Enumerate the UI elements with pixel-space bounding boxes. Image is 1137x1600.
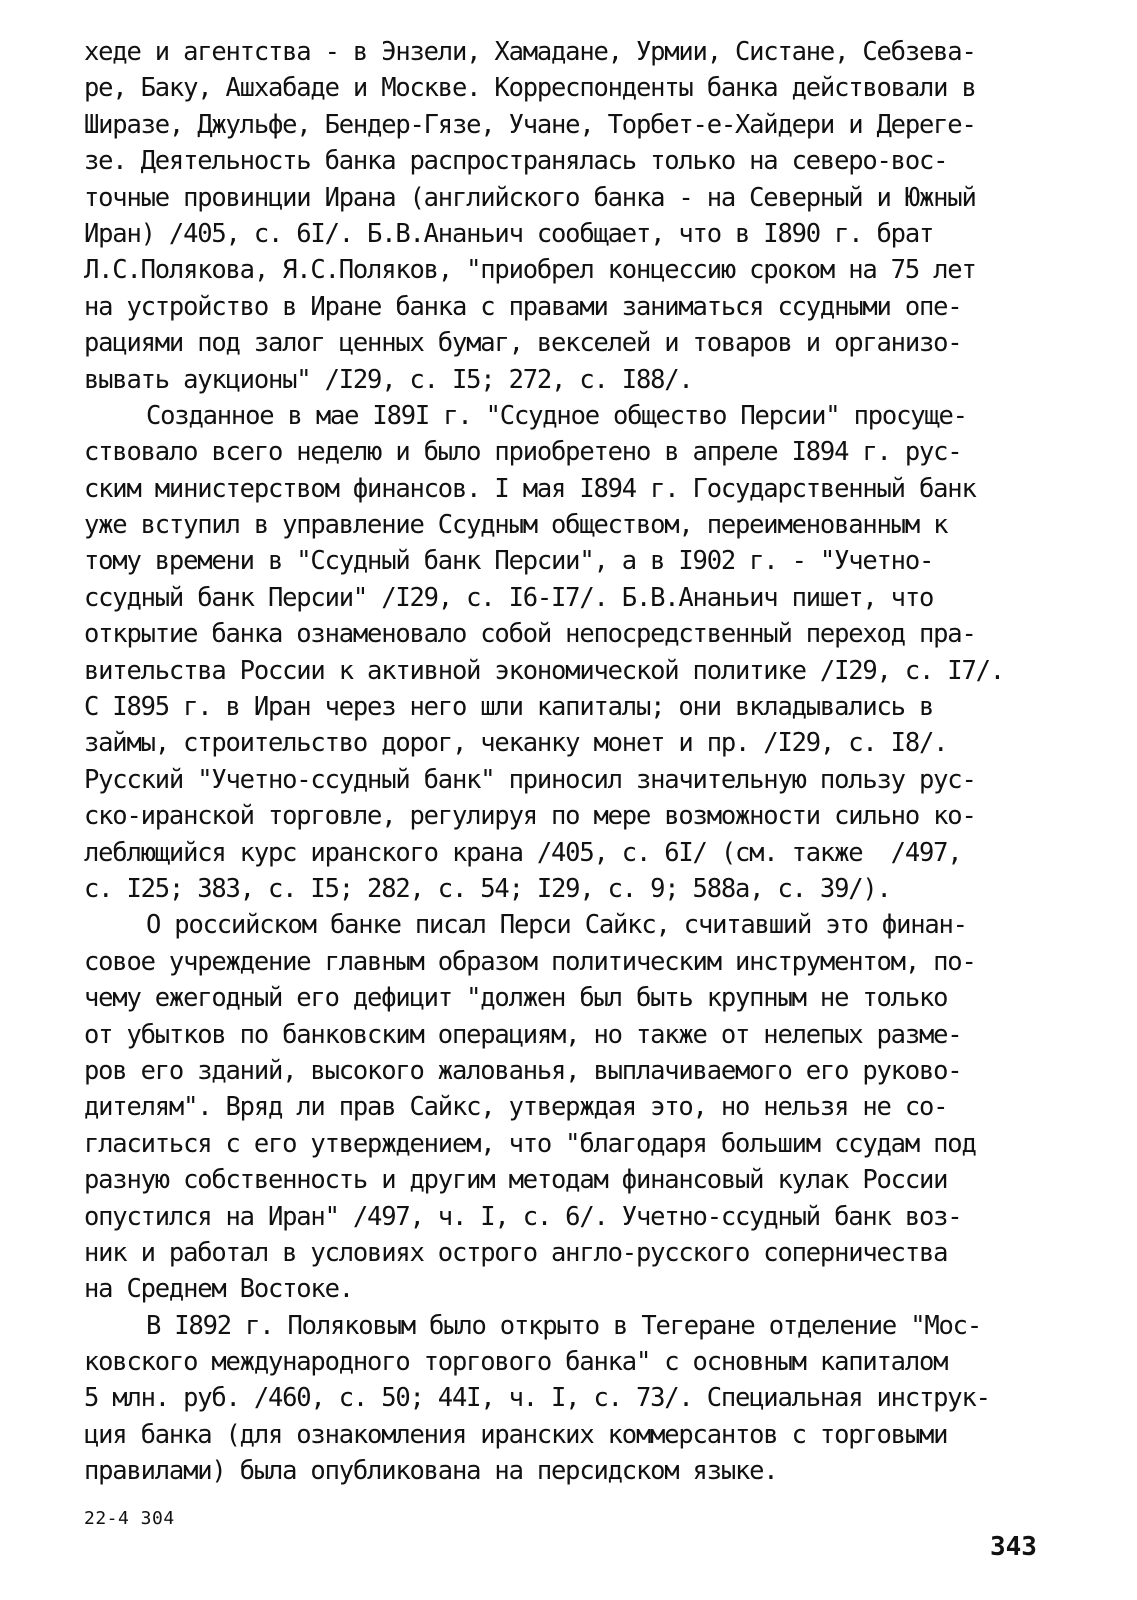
text-line: вительства России к активной экономической политике /I29, с. I7/. [84,655,1004,686]
text-line: займы, строительство дорог, чеканку монет и пр. /I29, с. I8/. [84,728,948,759]
text-line: С I895 г. в Иран через него шли капиталы; они вкладывались в [84,692,934,723]
text-line: разную собственность и другим методам финансовый кулак России [84,1165,948,1196]
text-line: рациями под залог ценных бумаг, векселей и товаров и организо- [84,328,962,359]
text-line: опустился на Иран" /497, ч. I, с. 6/. Учетно-ссудный банк воз- [84,1201,962,1232]
text-line: ник и работал в условиях острого англо-русского соперничества [84,1237,948,1268]
text-line: на устройство в Иране банка с правами заниматься ссудными опе- [84,291,962,322]
text-line: от убытков по банковским операциям, но также от нелепых разме- [84,1019,962,1050]
text-line: с. I25; 383, с. I5; 282, с. 54; I29, с. 9; 588а, с. 39/). [84,873,891,904]
text-line: 5 млн. руб. /460, с. 50; 44I, ч. I, с. 73/. Специальная инструк- [84,1383,990,1414]
text-line: Иран) /405, с. 6I/. Б.В.Ананьич сообщает, что в I890 г. брат [84,218,934,249]
text-line: тому времени в "Ссудный банк Персии", а в I902 г. - "Учетно- [84,546,934,577]
text-line: ковского международного торгового банка" с основным капиталом [84,1347,948,1378]
text-line: дителям". Вряд ли прав Сайкс, утверждая это, но нельзя не со- [84,1092,948,1123]
text-line: ре, Баку, Ашхабаде и Москве. Корреспонденты банка действовали в [84,73,976,104]
text-line: точные провинции Ирана (английского банка - на Северный и Южный [84,182,976,213]
text-line: ция банка (для ознакомления иранских коммерсантов с торговыми [84,1419,948,1450]
footer-code: 22-4 304 [84,1508,175,1529]
page-body [84,34,1074,1490]
text-line: ствовало всего неделю и было приобретено в апреле I894 г. рус- [84,437,962,468]
text-line: Русский "Учетно-ссудный банк" приносил значительную пользу рус- [84,764,976,795]
page-number: 343 [990,1532,1037,1562]
text-line: чему ежегодный его дефицит "должен был быть крупным не только [84,983,948,1014]
text-line: правилами) была опубликована на персидском языке. [84,1456,778,1487]
text-line: хеде и агентства - в Энзели, Хамадане, Урмии, Систане, Себзева- [84,37,976,67]
text-line: зе. Деятельность банка распространялась только на северо-вос- [84,146,948,177]
text-line: В I892 г. Поляковым было открыто в Тегеране отделение "Мос- [146,1310,981,1341]
text-line: гласиться с его утверждением, что "благодаря большим ссудам под [84,1128,976,1159]
text-line: вывать аукционы" /I29, с. I5; 272, с. I88/. [84,364,693,395]
text-line: Л.С.Полякова, Я.С.Поляков, "приобрел концессию сроком на 75 лет [84,255,976,286]
text-line: открытие банка ознаменовало собой непосредственный переход пра- [84,619,976,650]
text-line: ско-иранской торговле, регулируя по мере возможности сильно ко- [84,801,976,832]
text-line: совое учреждение главным образом политическим инструментом, по- [84,946,976,977]
text-line: ским министерством финансов. I мая I894 г. Государственный банк [84,473,976,504]
text-line: Ширазе, Джульфе, Бендер-Гязе, Учане, Торбет-е-Хайдери и Дерегe- [84,109,976,140]
text-line: на Среднем Востоке. [84,1274,353,1305]
text-line: О российском банке писал Перси Сайкс, считавший это финан- [146,910,967,941]
text-line: леблющийся курс иранского крана /405, с. 6I/ (см. также /497, [84,837,962,868]
text-line: ссудный банк Персии" /I29, с. I6-I7/. Б.В.Ананьич пишет, что [84,582,934,613]
text-line: ров его зданий, высокого жалованья, выплачиваемого его руково- [84,1055,962,1086]
text-line: Созданное в мае I89I г. "Ссудное общество Персии" просуще- [146,400,967,431]
text-line: уже вступил в управление Ссудным обществом, переименованным к [84,510,948,541]
